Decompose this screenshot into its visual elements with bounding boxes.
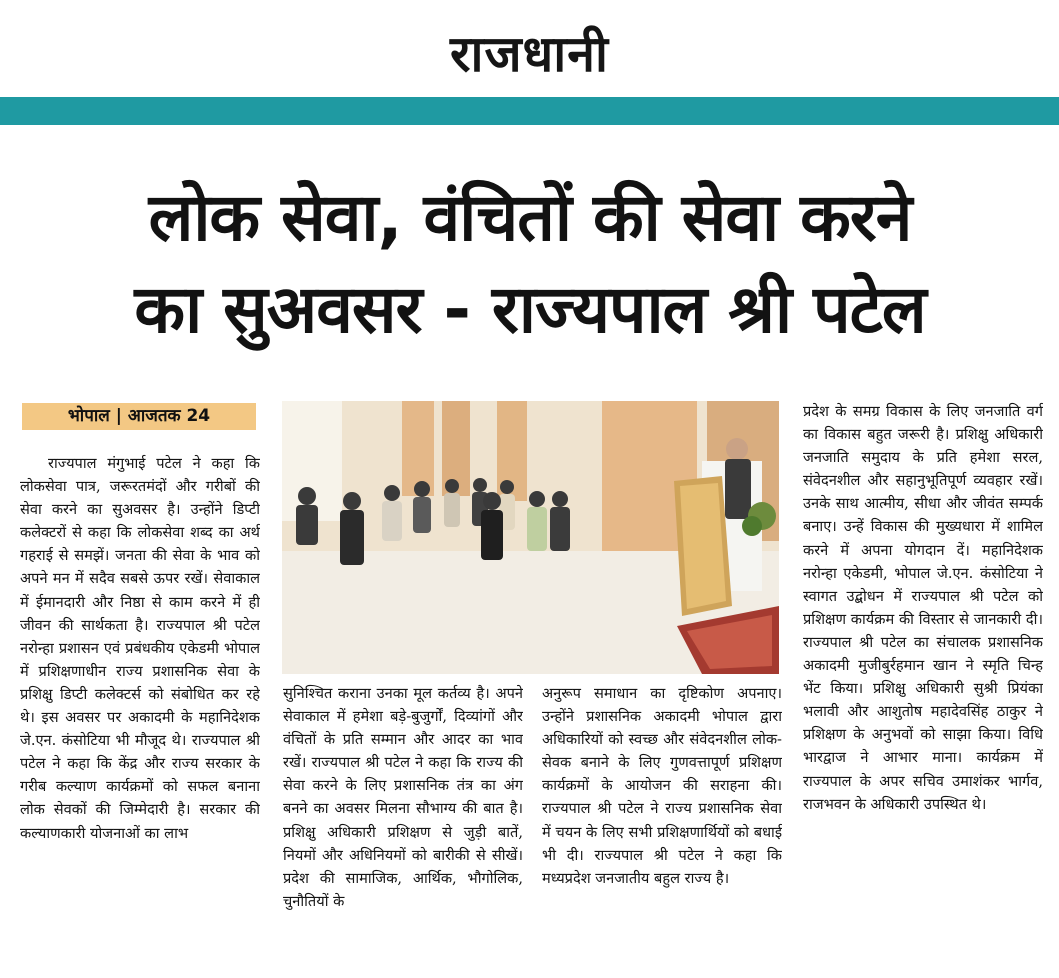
dateline-badge: भोपाल | आजतक 24 xyxy=(22,403,256,430)
headline xyxy=(10,172,1050,356)
article-text-2: सुनिश्चित कराना उनका मूल कर्तव्य है। अपने सेवाकाल में हमेशा बड़े-बुजुर्गों, दिव्यांगों और वंचितों के प्रति सम्मान और आदर का भाव रखें। राज्यपाल श्री पटेल ने कहा कि राज्य की सेवा करने के लिए प्रशासनिक तंत्र का अंग बनने का अवसर मिलना सौभाग्य की बात है। प्रशिक्षु अधिकारी प्रशिक्षण से जुड़ी बातें, नियमों और अधिनियमों को बारीकी से सीखें। प्रदेश की सामाजिक, आर्थिक, भौगोलिक, चुनौतियों के xyxy=(283,685,523,910)
event-photo xyxy=(282,401,779,674)
headline-line-2: का सुअवसर - राज्यपाल श्री पटेल xyxy=(134,271,926,348)
event-photo-illustration xyxy=(282,401,779,674)
article-column-2 xyxy=(283,682,523,972)
article-column-1 xyxy=(20,452,260,972)
article-text-4: प्रदेश के समग्र विकास के लिए जनजाति वर्ग का विकास बहुत जरूरी है। प्रशिक्षु अधिकारी जनजाति समुदाय के प्रति हमेशा सरल, संवेदनशील और सहानुभूतिपूर्ण व्यवहार रखें। उनके साथ आत्मीय, सीधा और जीवंत सम्पर्क बनाए। उन्हें विकास की मुख्यधारा में शामिल करने में अपना योगदान दें। महानिदेशक नरोन्हा एकेडमी, भोपाल जे.एन. कंसोटिया ने स्वागत उद्बोधन में राज्यपाल श्री पटेल को प्रशिक्षण कार्यक्रम की विस्तार से जानकारी दी। राज्यपाल श्री पटेल का संचालक प्रशासनिक अकादमी मुजीबुर्रहमान खान ने स्मृति चिन्ह भेंट किया। प्रशिक्षु अधिकारी सुश्री प्रियंका भलावी और आशुतोष महादेवसिंह ठाकुर ने प्रशिक्षण के अनुभवों को साझा किया। विधि भारद्वाज ने आभार माना। कार्यक्रम में राज्यपाल के अपर सचिव उमाशंकर भार्गव, राजभवन के अधिकारी उपस्थित थे। xyxy=(803,403,1043,813)
article-text-3: अनुरूप समाधान का दृष्टिकोण अपनाए। उन्होंने प्रशासनिक अकादमी भोपाल द्वारा अधिकारियों को स्वच्छ और संवेदनशील लोक-सेवक बनाने के लिए गुणवत्तापूर्ण प्रशिक्षण कार्यक्रमों के आयोजन की सराहना की। राज्यपाल श्री पटेल ने राज्य प्रशासनिक सेवा में चयन के लिए सभी प्रशिक्षणार्थियों को बधाई भी दी। राज्यपाल श्री पटेल ने कहा कि मध्यप्रदेश जनजातीय बहुल राज्य है। xyxy=(542,685,782,887)
section-divider-bar xyxy=(0,97,1059,125)
article-column-4 xyxy=(803,400,1043,970)
article-column-3 xyxy=(542,682,782,972)
section-title: राजधानी xyxy=(450,25,609,83)
headline-line-1: लोक सेवा, वंचितों की सेवा करने xyxy=(148,179,912,256)
article-text-1: राज्यपाल मंगुभाई पटेल ने कहा कि लोकसेवा पात्र, जरूरतमंदों और गरीबों की सेवा करने का सुअवसर है। उन्होंने डिप्टी कलेक्टरों से कहा कि लोकसेवा शब्द का अर्थ गहराई से समझें। जनता की सेवा के भाव को अपने मन में सदैव सबसे ऊपर रखें। सेवाकाल में ईमानदारी और निष्ठा से काम करने में ही जीवन की सार्थकता है। राज्यपाल श्री पटेल नरोन्हा प्रशासन एवं प्रबंधकीय एकेडमी भोपाल में प्रशिक्षणाधीन राज्य प्रशासनिक सेवा के प्रशिक्षु डिप्टी कलेक्टर्स को संबोधित कर रहे थे। इस अवसर पर अकादमी के महानिदेशक जे.एन. कंसोटिया भी मौजूद थे। राज्यपाल श्री पटेल ने कहा कि केंद्र और राज्य सरकार के गरीब कल्याण कार्यक्रमों को सफल बनाना लोक सेवकों की जिम्मेदारी है। सरकार की कल्याणकारी योजनाओं का लाभ xyxy=(20,455,260,842)
